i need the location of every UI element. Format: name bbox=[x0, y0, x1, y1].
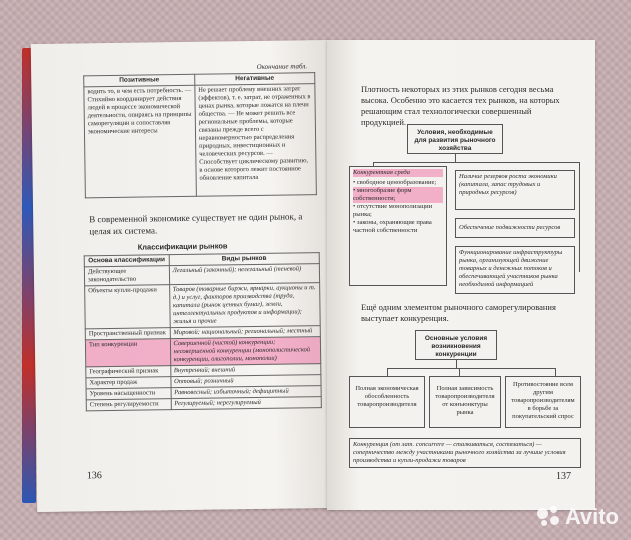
market-kinds-cell: Товаров (товарные биржи, ярмарки, аукционы и т. д.) и услуг, факторов производства (труда, капитала (рынок ценных бумаг), земли, интеллектуальных продуктов и информации); жилья и прочие bbox=[169, 283, 320, 328]
competitive-environment-title: Конкурентная среда bbox=[353, 169, 443, 177]
table-row bbox=[85, 337, 320, 367]
classification-basis-cell: Тип конкуренции bbox=[85, 339, 170, 367]
avito-watermark-text: Avito bbox=[564, 504, 619, 529]
competition-definition-box: Конкуренция (от лат. concurrere — сталкиваться, состязаться) — соперничество между участниками рыночного хозяйства за лучшие условия производства и купли-продажи товаров bbox=[349, 438, 581, 468]
competition-conditions-top-box: Основные условия возникновения конкуренции bbox=[415, 330, 497, 360]
market-kinds-cell: Легальный (законный); нелегальный (теневой) bbox=[169, 264, 320, 285]
right-page bbox=[327, 40, 595, 510]
competition-condition-box: Полная экономическая обособленность товаропроизводителя bbox=[349, 376, 425, 428]
competition-paragraph: Ещё одним элементом рыночного саморегулирования выступает конкуренция. bbox=[361, 302, 556, 323]
market-kinds-cell: Равновесный; избыточный; дефицитный bbox=[171, 386, 322, 399]
open-book bbox=[22, 40, 607, 510]
market-kinds-cell: Внутренний; внешний bbox=[170, 364, 321, 377]
pros-header: Позитивные bbox=[84, 74, 195, 87]
market-kinds-cell: Регулируемый; нерегулируемый bbox=[171, 397, 322, 410]
table-continuation-label: Окончание табл. bbox=[256, 62, 308, 71]
cons-cell: Не решает проблему внешних затрат (эффектов), т. е. затрат, не отраженных в ценах рынка, которые ложатся на плечи общества. — Не может решить все региональные проблемы, которые связаны прежде всего с неравномерностью распределения природных, инвестиционных и человеческих ресурсов. — Способствует циклическому развитию, в основе которого лежит постоянное обновление капитала bbox=[195, 84, 317, 197]
connector bbox=[459, 368, 460, 376]
classification-basis-cell: Географический признак bbox=[86, 366, 171, 378]
infrastructure-box: Функционирование инфраструктуры рынка, организующей движение товарных и денежных потоков и обеспечивающей участников рынка необходимой информацией bbox=[455, 246, 575, 294]
market-kinds-cell: Оптовый; розничный bbox=[170, 375, 321, 388]
connector bbox=[373, 162, 579, 163]
density-paragraph: Плотность некоторых из этих рынков сегодня весьма высока. Особенно это касается тех рынков, на которых решающим стал технологически совершенный продукцией. bbox=[361, 84, 560, 127]
connector bbox=[387, 368, 388, 376]
avito-logo-icon bbox=[537, 506, 561, 528]
connector bbox=[579, 162, 580, 272]
classification-table-title: Классификации рынков bbox=[137, 241, 228, 252]
left-page bbox=[31, 40, 336, 512]
market-kinds-cell: Мировой; национальный; региональный; местный bbox=[170, 326, 321, 339]
basis-header: Основа классификации bbox=[84, 255, 169, 267]
classification-table bbox=[84, 252, 322, 411]
competition-condition-box: Полная зависимость товаропроизводителя от конъюнктуры рынка bbox=[429, 376, 501, 428]
resource-mobility-box: Обеспечение подвижности ресурсов bbox=[455, 218, 575, 238]
market-kinds-cell: Совершенной (чистой) конкуренции; несовершенной конкуренции (монополистической конкуренции, олигополии, монополии) bbox=[170, 337, 321, 366]
page-number-left: 136 bbox=[86, 470, 102, 482]
competitive-item: • законы, охраняющие права частной собственности bbox=[353, 219, 432, 234]
table-row bbox=[86, 397, 321, 411]
competitive-item: • отсутствие монополизации рынка; bbox=[353, 203, 433, 218]
classification-basis-cell: Характер продаж bbox=[86, 377, 171, 389]
classification-basis-cell: Объекты купли-продажи bbox=[85, 285, 170, 329]
competitive-environment-box bbox=[349, 166, 447, 286]
pros-cell: водить то, в чем есть потребность. — Стихийно координирует действия людей в процессе экономической деятельности, опираясь на принципы саморегуляции и сопоставляя экономические интересы bbox=[84, 85, 196, 198]
conditions-top-box: Условия, необходимые для развития рыночного хозяйства bbox=[407, 124, 503, 154]
page-number-right: 137 bbox=[556, 471, 571, 482]
classification-basis-cell: Степень регулируемости bbox=[86, 399, 171, 411]
connector bbox=[455, 154, 456, 162]
classification-basis-cell: Уровень насыщенности bbox=[86, 388, 171, 400]
competition-condition-box: Противостояние всем другим товаропроизводителям в борьбе за покупательский спрос bbox=[505, 376, 581, 428]
classification-basis-cell: Пространственный признак bbox=[85, 328, 170, 340]
system-paragraph: В современной экономике существует не один рынок, а целая их система. bbox=[89, 211, 303, 237]
competitive-item: • многообразие форм собственности; bbox=[353, 187, 443, 203]
connector bbox=[387, 368, 555, 369]
kinds-header: Виды рынков bbox=[169, 253, 320, 266]
connector bbox=[555, 368, 556, 376]
cons-header: Негативные bbox=[195, 73, 315, 86]
pros-cons-table bbox=[83, 72, 317, 198]
classification-basis-cell: Действующее законодательство bbox=[84, 266, 169, 286]
connector bbox=[456, 360, 457, 368]
avito-watermark bbox=[537, 504, 619, 530]
growth-reserves-box: Наличие резервов роста экономики (капитала, запас трудовых и природных ресурсов) bbox=[455, 170, 575, 210]
table-row bbox=[85, 283, 321, 329]
competitive-item: • свободное ценообразование; bbox=[353, 179, 437, 186]
